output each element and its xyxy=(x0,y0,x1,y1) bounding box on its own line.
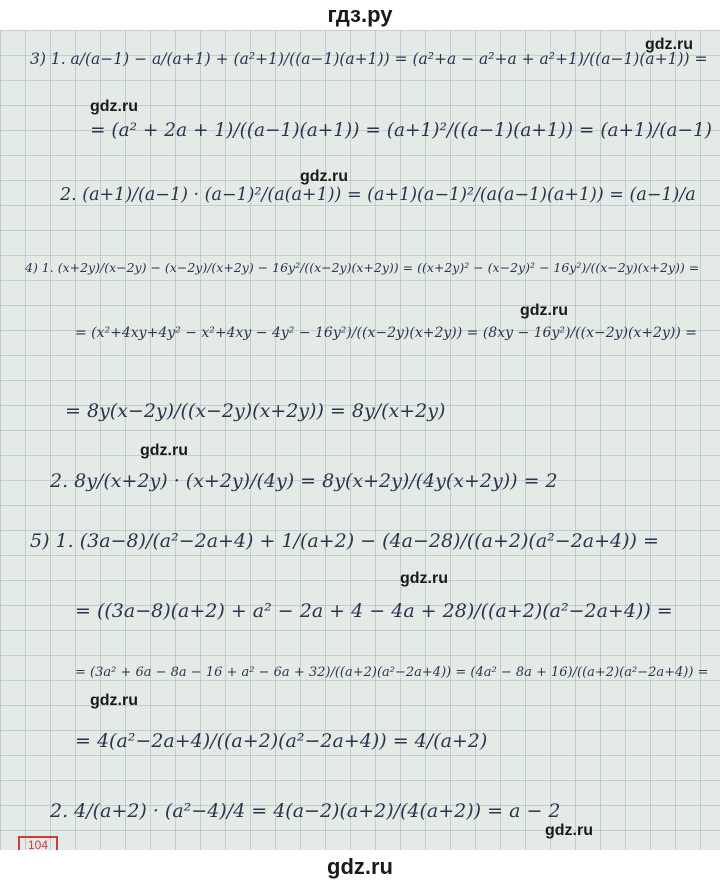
watermark: gdz.ru xyxy=(90,692,138,709)
page-number: 104 xyxy=(18,836,58,850)
solution-line-2: = (a² + 2a + 1)/((a−1)(a+1)) = (a+1)²/((a−1)(a+1)) = (a+1)/(a−1) xyxy=(90,120,713,141)
solution-line-9: = ((3a−8)(a+2) + a² − 2a + 4 − 4a + 28)/((a+2)(a²−2a+4)) = xyxy=(75,600,673,622)
solution-line-11: = 4(a²−2a+4)/((a+2)(a²−2a+4)) = 4/(a+2) xyxy=(75,730,488,752)
solution-line-8: 5) 1. (3a−8)/(a²−2a+4) + 1/(a+2) − (4a−28)/((a+2)(a²−2a+4)) = xyxy=(30,530,659,552)
solution-line-7: 2. 8y/(x+2y) · (x+2y)/(4y) = 8y(x+2y)/(4y(x+2y)) = 2 xyxy=(50,470,558,492)
watermark: gdz.ru xyxy=(400,570,448,587)
solution-line-4: 4) 1. (x+2y)/(x−2y) − (x−2y)/(x+2y) − 16y²/((x−2y)(x+2y)) = ((x+2y)² − (x−2y)² − 16y²)/((x−2y)(x+2y)) = xyxy=(25,260,700,275)
watermark: gdz.ru xyxy=(300,168,348,185)
header-site-title: гдз.ру xyxy=(0,0,720,30)
solution-line-10: = (3a² + 6a − 8a − 16 + a² − 6a + 32)/((a+2)(a²−2a+4)) = (4a² − 8a + 16)/((a+2)(a²−2a+4)) = xyxy=(75,665,709,680)
watermark: gdz.ru xyxy=(140,442,188,459)
watermark: gdz.ru xyxy=(520,302,568,319)
notebook-page xyxy=(0,30,720,850)
solution-line-6: = 8y(x−2y)/((x−2y)(x+2y)) = 8y/(x+2y) xyxy=(65,400,446,422)
solution-line-12: 2. 4/(a+2) · (a²−4)/4 = 4(a−2)(a+2)/(4(a+2)) = a − 2 xyxy=(50,800,561,822)
watermark: gdz.ru xyxy=(545,822,593,839)
solution-line-5: = (x²+4xy+4y² − x²+4xy − 4y² − 16y²)/((x−2y)(x+2y)) = (8xy − 16y²)/((x−2y)(x+2y)) = xyxy=(75,325,697,341)
solution-line-3: 2. (a+1)/(a−1) · (a−1)²/(a(a+1)) = (a+1)(a−1)²/(a(a−1)(a+1)) = (a−1)/a xyxy=(60,185,696,205)
footer-site-title: gdz.ru xyxy=(0,850,720,883)
watermark: gdz.ru xyxy=(645,36,693,53)
watermark: gdz.ru xyxy=(90,98,138,115)
solution-line-1: 3) 1. a/(a−1) − a/(a+1) + (a²+1)/((a−1)(a+1)) = (a²+a − a²+a + a²+1)/((a−1)(a+1)) = xyxy=(30,50,708,68)
